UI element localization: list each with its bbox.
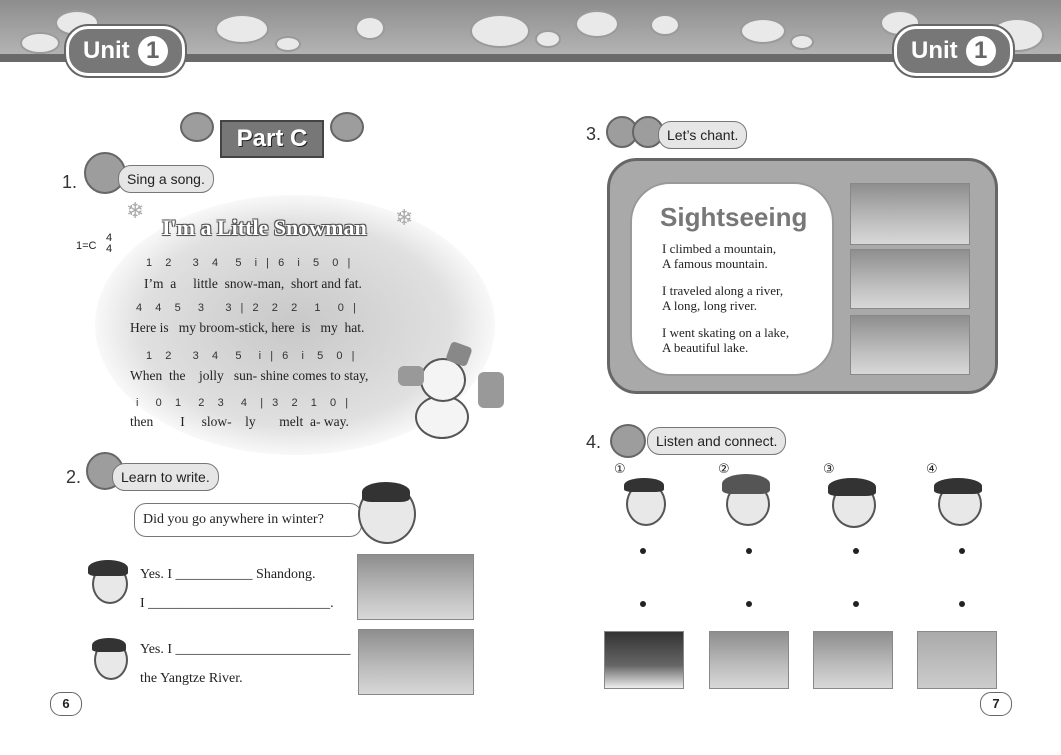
opera-house-photo <box>917 631 997 689</box>
unit-label: Unit <box>83 37 130 64</box>
chant-line: A long, long river. <box>662 298 757 313</box>
section-label: Let’s chant. <box>658 121 747 149</box>
notation-line: i 0 1 2 3 4 | 3 2 1 0 | <box>136 397 350 409</box>
skating-photo <box>850 315 970 375</box>
hair <box>934 478 982 494</box>
building-photo <box>709 631 789 689</box>
broom-icon <box>398 366 424 386</box>
section-label: Listen and connect. <box>647 427 786 455</box>
song-key: 1=C <box>76 240 97 252</box>
connect-dot[interactable] <box>959 548 965 554</box>
answer-line: Yes. I _________________________ <box>140 642 351 657</box>
connect-dot[interactable] <box>853 601 859 607</box>
hair <box>624 478 664 492</box>
chant-title: Sightseeing <box>660 202 808 232</box>
headdress <box>722 474 770 494</box>
chant-line: I climbed a mountain, <box>662 241 777 256</box>
snowflake-icon: ❄ <box>395 205 414 230</box>
bird-icon <box>330 112 364 142</box>
gate-photo <box>813 631 893 689</box>
cloud-decoration <box>20 32 60 54</box>
section-number: 1. <box>62 172 78 192</box>
connect-dot[interactable] <box>640 601 646 607</box>
section-label: Learn to write. <box>112 463 219 491</box>
answer-line: I __________________________. <box>140 596 334 611</box>
marker-4: ④ <box>926 462 938 477</box>
page-number: 7 <box>980 692 1012 716</box>
cloud-decoration <box>355 16 385 40</box>
marker-3: ③ <box>823 462 835 477</box>
question-text: Did you go anywhere in winter? <box>143 512 324 527</box>
cloud-decoration <box>575 10 619 38</box>
section-label: Sing a song. <box>118 165 214 193</box>
cloud-decoration <box>215 14 269 44</box>
page-number: 6 <box>50 692 82 716</box>
time-signature <box>106 233 112 255</box>
cloud-decoration <box>470 14 530 48</box>
connect-dot[interactable] <box>746 548 752 554</box>
connect-dot[interactable] <box>640 548 646 554</box>
marker-1: ① <box>614 462 626 477</box>
answer-line: the Yangtze River. <box>140 671 243 686</box>
chant-line: A famous mountain. <box>662 256 768 271</box>
notation-line: 1 2 3 4 5 i | 6 i 5 0 | <box>146 257 352 269</box>
section-number: 4. <box>586 432 602 452</box>
bird-icon <box>180 112 214 142</box>
cloud-decoration <box>740 18 786 44</box>
connect-dot[interactable] <box>853 548 859 554</box>
speech-bubble <box>134 503 362 537</box>
unit-number: 1 <box>138 36 168 66</box>
hair <box>92 638 126 652</box>
notation-line: 1 2 3 4 5 i | 6 i 5 0 | <box>146 350 356 362</box>
lyric-line: Here is my broom-stick, here is my hat. <box>130 320 365 335</box>
marker-2: ② <box>718 462 730 477</box>
river-photo <box>358 629 474 695</box>
notation-line: 4 4 5 3 3 | 2 2 2 1 0 | <box>136 302 357 314</box>
unit-badge-right <box>894 26 1013 76</box>
cloud-decoration <box>535 30 561 48</box>
cloud-decoration <box>650 14 680 36</box>
hair <box>362 482 410 502</box>
lyric-line: When the jolly sun- shine comes to stay, <box>130 368 369 383</box>
connect-dot[interactable] <box>959 601 965 607</box>
chant-line: A beautiful lake. <box>662 340 749 355</box>
lyric-line: then I slow- ly melt a- way. <box>130 414 349 429</box>
snowflake-icon: ❄ <box>126 198 145 223</box>
chant-line: I went skating on a lake, <box>662 325 790 340</box>
scarf-icon <box>478 372 504 408</box>
hair <box>828 478 876 496</box>
cloud-decoration <box>275 36 301 52</box>
river-photo <box>850 249 970 309</box>
unit-badge-left <box>66 26 185 76</box>
part-title: Part C <box>220 120 324 158</box>
unit-number: 1 <box>966 36 996 66</box>
robot-kid-icon <box>610 424 646 458</box>
snow-scene-photo <box>604 631 684 689</box>
chant-line: I traveled along a river, <box>662 283 784 298</box>
section-number: 2. <box>66 467 82 487</box>
section-number: 3. <box>586 124 602 144</box>
connect-dot[interactable] <box>746 601 752 607</box>
lyric-line: I’m a little snow-man, short and fat. <box>144 276 362 291</box>
mountain-photo <box>850 183 970 245</box>
time-top: 4 <box>106 232 113 244</box>
unit-label: Unit <box>911 37 958 64</box>
mountain-photo <box>357 554 474 620</box>
cloud-decoration <box>790 34 814 50</box>
hair <box>88 560 128 576</box>
answer-line: Yes. I ___________ Shandong. <box>140 567 316 582</box>
time-bottom: 4 <box>106 243 113 255</box>
song-title: I'm a Little Snowman <box>162 215 367 240</box>
